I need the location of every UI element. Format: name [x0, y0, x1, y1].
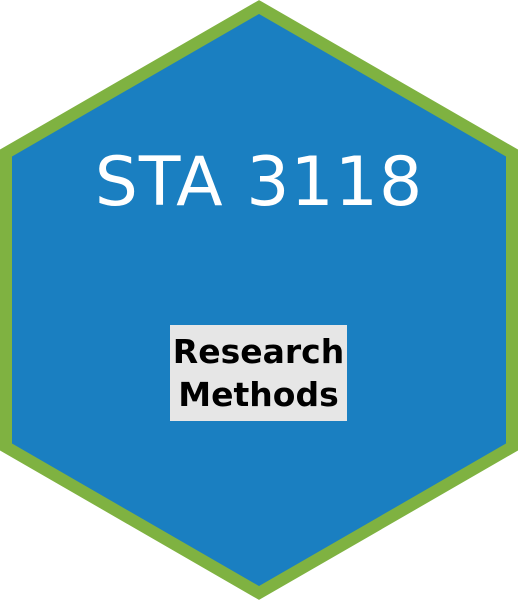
subtitle-line-1: Research: [172, 332, 345, 371]
subtitle-line-2: Methods: [178, 375, 339, 414]
subtitle-box: [170, 325, 347, 421]
hexagon-fill: [6, 7, 512, 593]
course-code: STA 3118: [94, 143, 424, 222]
